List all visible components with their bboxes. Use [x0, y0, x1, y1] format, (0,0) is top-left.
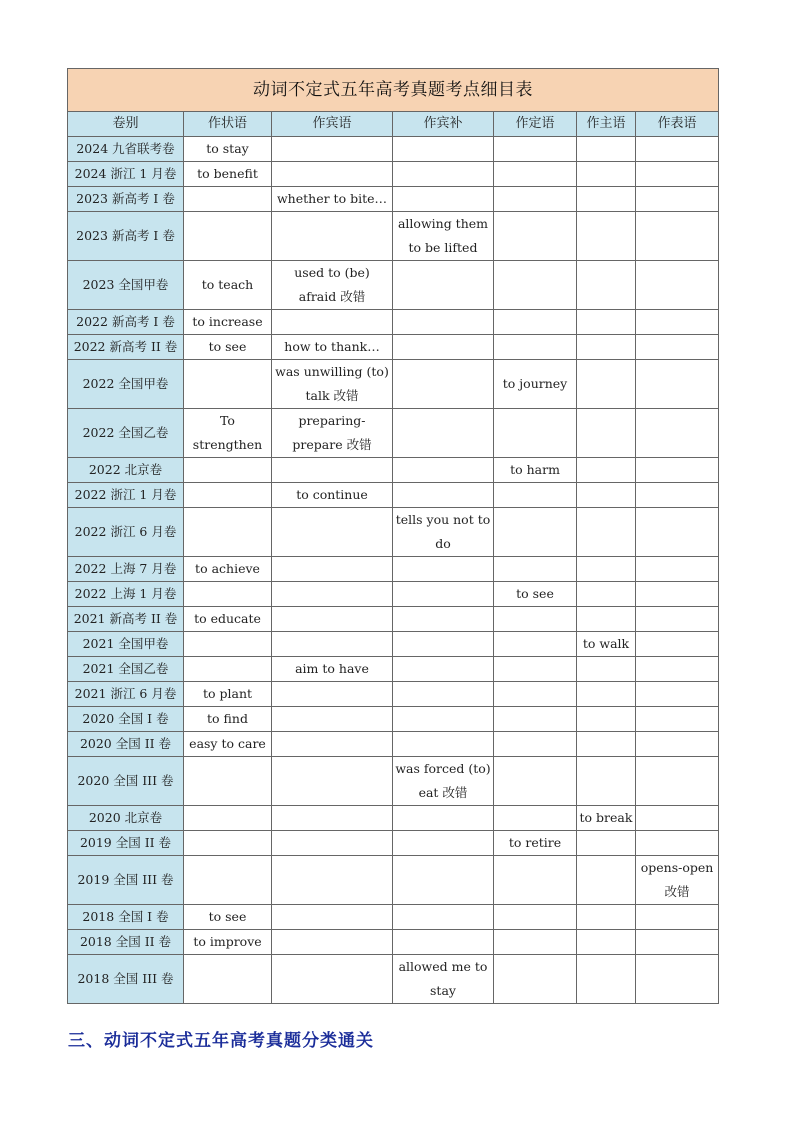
exam-paper-cell: 2019 全国 III 卷 — [68, 856, 184, 905]
table-cell — [272, 557, 393, 582]
table-cell — [636, 212, 719, 261]
exam-paper-cell: 2023 全国甲卷 — [68, 261, 184, 310]
exam-paper-cell: 2018 全国 I 卷 — [68, 905, 184, 930]
table-cell: to continue — [272, 483, 393, 508]
table-row — [68, 732, 719, 757]
table-cell — [577, 930, 636, 955]
table-cell — [494, 732, 577, 757]
table-cell — [393, 856, 494, 905]
table-row — [68, 557, 719, 582]
table-cell — [184, 187, 272, 212]
table-cell — [494, 955, 577, 1004]
table-row — [68, 757, 719, 806]
column-header: 作主语 — [577, 112, 636, 137]
table-cell — [577, 557, 636, 582]
exam-paper-cell: 2022 全国乙卷 — [68, 409, 184, 458]
table-cell — [636, 607, 719, 632]
exam-paper-cell: 2020 北京卷 — [68, 806, 184, 831]
table-cell: tells you not to do — [393, 508, 494, 557]
table-cell — [494, 632, 577, 657]
table-cell — [636, 335, 719, 360]
table-cell — [636, 360, 719, 409]
table-cell — [636, 187, 719, 212]
table-cell — [577, 137, 636, 162]
table-cell: to educate — [184, 607, 272, 632]
table-cell — [636, 458, 719, 483]
table-row — [68, 682, 719, 707]
table-cell — [494, 137, 577, 162]
table-row — [68, 707, 719, 732]
table-cell — [184, 955, 272, 1004]
table-cell — [494, 162, 577, 187]
table-cell — [272, 682, 393, 707]
table-cell — [393, 137, 494, 162]
table-cell: allowed me to stay — [393, 955, 494, 1004]
table-cell — [272, 458, 393, 483]
table-cell — [577, 483, 636, 508]
table-row — [68, 831, 719, 856]
column-header: 作宾补 — [393, 112, 494, 137]
exam-paper-cell: 2020 全国 II 卷 — [68, 732, 184, 757]
table-cell — [184, 458, 272, 483]
table-cell — [393, 483, 494, 508]
exam-paper-cell: 2022 上海 7 月卷 — [68, 557, 184, 582]
table-cell — [184, 657, 272, 682]
table-cell — [494, 856, 577, 905]
table-cell — [636, 261, 719, 310]
table-cell — [494, 905, 577, 930]
table-cell — [184, 831, 272, 856]
table-cell — [636, 732, 719, 757]
table-cell: was forced (to) eat 改错 — [393, 757, 494, 806]
table-cell — [393, 707, 494, 732]
table-row — [68, 508, 719, 557]
table-cell — [636, 137, 719, 162]
table-cell — [494, 261, 577, 310]
exam-paper-cell: 2021 新高考 II 卷 — [68, 607, 184, 632]
table-cell — [494, 310, 577, 335]
table-cell — [272, 162, 393, 187]
table-row — [68, 607, 719, 632]
table-cell — [577, 582, 636, 607]
exam-paper-cell: 2022 新高考 II 卷 — [68, 335, 184, 360]
table-cell: to stay — [184, 137, 272, 162]
table-cell — [577, 856, 636, 905]
table-cell — [272, 632, 393, 657]
table-cell — [393, 930, 494, 955]
table-cell — [636, 955, 719, 1004]
table-cell — [272, 806, 393, 831]
table-cell — [184, 508, 272, 557]
table-cell — [272, 508, 393, 557]
table-row — [68, 261, 719, 310]
table-cell — [272, 707, 393, 732]
table-cell: opens-open 改错 — [636, 856, 719, 905]
table-row — [68, 409, 719, 458]
table-cell — [577, 212, 636, 261]
table-cell — [577, 757, 636, 806]
exam-paper-cell: 2022 新高考 I 卷 — [68, 310, 184, 335]
table-cell — [636, 905, 719, 930]
table-cell — [272, 831, 393, 856]
table-cell — [184, 212, 272, 261]
column-header: 作定语 — [494, 112, 577, 137]
exam-paper-cell: 2022 浙江 1 月卷 — [68, 483, 184, 508]
exam-paper-cell: 2021 全国乙卷 — [68, 657, 184, 682]
table-cell — [393, 632, 494, 657]
table-cell — [636, 162, 719, 187]
table-cell: allowing them to be lifted — [393, 212, 494, 261]
table-cell — [494, 757, 577, 806]
table-cell — [577, 261, 636, 310]
table-cell: To strengthen — [184, 409, 272, 458]
table-cell — [393, 261, 494, 310]
table-cell — [636, 409, 719, 458]
table-cell: to increase — [184, 310, 272, 335]
table-cell — [184, 582, 272, 607]
table-cell — [393, 360, 494, 409]
table-cell — [577, 508, 636, 557]
table-cell — [636, 657, 719, 682]
table-row — [68, 955, 719, 1004]
table-cell — [184, 483, 272, 508]
table-cell — [393, 187, 494, 212]
table-cell — [393, 905, 494, 930]
table-cell — [577, 335, 636, 360]
table-cell: preparing-prepare 改错 — [272, 409, 393, 458]
table-cell — [272, 856, 393, 905]
table-cell — [272, 137, 393, 162]
table-cell — [393, 607, 494, 632]
exam-paper-cell: 2021 浙江 6 月卷 — [68, 682, 184, 707]
exam-paper-cell: 2022 全国甲卷 — [68, 360, 184, 409]
table-cell — [636, 831, 719, 856]
table-cell — [494, 409, 577, 458]
exam-paper-cell: 2018 全国 II 卷 — [68, 930, 184, 955]
table-cell — [272, 582, 393, 607]
table-cell: to see — [494, 582, 577, 607]
exam-paper-cell: 2018 全国 III 卷 — [68, 955, 184, 1004]
table-cell — [184, 632, 272, 657]
table-cell — [393, 831, 494, 856]
table-row — [68, 632, 719, 657]
table-cell — [393, 409, 494, 458]
table-cell: to see — [184, 905, 272, 930]
table-cell — [577, 732, 636, 757]
table-cell — [494, 187, 577, 212]
table-cell: to benefit — [184, 162, 272, 187]
table-cell — [272, 732, 393, 757]
table-row — [68, 582, 719, 607]
table-cell — [636, 310, 719, 335]
table-row — [68, 212, 719, 261]
table-cell — [577, 831, 636, 856]
table-row — [68, 458, 719, 483]
table-row — [68, 360, 719, 409]
table-row — [68, 483, 719, 508]
table-cell — [577, 310, 636, 335]
table-cell — [577, 657, 636, 682]
header-row — [68, 112, 719, 137]
table-cell — [272, 212, 393, 261]
table-row — [68, 137, 719, 162]
table-cell — [494, 657, 577, 682]
table-cell — [393, 310, 494, 335]
table-cell — [494, 335, 577, 360]
table-cell: to see — [184, 335, 272, 360]
exam-paper-cell: 2022 浙江 6 月卷 — [68, 508, 184, 557]
table-cell — [494, 483, 577, 508]
table-row — [68, 310, 719, 335]
table-cell: to walk — [577, 632, 636, 657]
table-row — [68, 187, 719, 212]
table-cell — [577, 607, 636, 632]
table-cell: was unwilling (to) talk 改错 — [272, 360, 393, 409]
table-cell — [636, 508, 719, 557]
table-cell: to achieve — [184, 557, 272, 582]
table-cell — [494, 212, 577, 261]
table-cell: used to (be) afraid 改错 — [272, 261, 393, 310]
table-cell — [393, 557, 494, 582]
table-cell: to find — [184, 707, 272, 732]
table-cell — [184, 757, 272, 806]
table-cell — [577, 409, 636, 458]
table-cell — [636, 682, 719, 707]
table-cell — [272, 930, 393, 955]
table-cell — [636, 930, 719, 955]
table-cell — [636, 707, 719, 732]
exam-paper-cell: 2024 九省联考卷 — [68, 137, 184, 162]
table-cell: to harm — [494, 458, 577, 483]
table-cell — [184, 360, 272, 409]
table-title: 动词不定式五年高考真题考点细目表 — [68, 69, 719, 112]
table-cell — [577, 682, 636, 707]
column-header: 卷别 — [68, 112, 184, 137]
exam-paper-cell: 2022 北京卷 — [68, 458, 184, 483]
table-cell: to retire — [494, 831, 577, 856]
table-cell — [636, 757, 719, 806]
exam-paper-cell: 2022 上海 1 月卷 — [68, 582, 184, 607]
table-cell — [577, 360, 636, 409]
table-cell — [393, 162, 494, 187]
table-cell — [393, 657, 494, 682]
table-cell: easy to care — [184, 732, 272, 757]
table-row — [68, 335, 719, 360]
table-cell: whether to bite… — [272, 187, 393, 212]
exam-paper-cell: 2023 新高考 I 卷 — [68, 187, 184, 212]
exam-paper-cell: 2019 全国 II 卷 — [68, 831, 184, 856]
table-cell — [636, 557, 719, 582]
table-cell — [494, 557, 577, 582]
table-cell — [184, 856, 272, 905]
table-cell — [494, 806, 577, 831]
column-header: 作宾语 — [272, 112, 393, 137]
table-cell: to improve — [184, 930, 272, 955]
table-row — [68, 806, 719, 831]
table-row — [68, 930, 719, 955]
table-cell — [577, 707, 636, 732]
table-cell — [272, 955, 393, 1004]
table-cell — [494, 930, 577, 955]
exam-paper-cell: 2021 全国甲卷 — [68, 632, 184, 657]
exam-paper-cell: 2020 全国 I 卷 — [68, 707, 184, 732]
table-cell — [577, 905, 636, 930]
exam-paper-cell: 2023 新高考 I 卷 — [68, 212, 184, 261]
column-header: 作表语 — [636, 112, 719, 137]
table-cell — [272, 757, 393, 806]
table-cell — [494, 682, 577, 707]
table-cell — [636, 483, 719, 508]
table-cell: to journey — [494, 360, 577, 409]
exam-paper-cell: 2024 浙江 1 月卷 — [68, 162, 184, 187]
table-cell: to break — [577, 806, 636, 831]
table-cell — [636, 582, 719, 607]
table-cell — [393, 806, 494, 831]
table-row — [68, 905, 719, 930]
table-row — [68, 856, 719, 905]
table-cell — [393, 458, 494, 483]
exam-paper-cell: 2020 全国 III 卷 — [68, 757, 184, 806]
table-row — [68, 162, 719, 187]
table-cell — [393, 335, 494, 360]
column-header: 作状语 — [184, 112, 272, 137]
table-cell — [393, 682, 494, 707]
section-heading: 三、动词不定式五年高考真题分类通关 — [68, 1031, 374, 1051]
table-cell — [393, 732, 494, 757]
table-cell — [636, 806, 719, 831]
table-row — [68, 657, 719, 682]
table-cell — [393, 582, 494, 607]
table-cell — [272, 905, 393, 930]
table-cell — [272, 310, 393, 335]
table-cell — [577, 162, 636, 187]
table-cell — [636, 632, 719, 657]
table-cell — [184, 806, 272, 831]
table-cell: aim to have — [272, 657, 393, 682]
table-cell — [494, 607, 577, 632]
table-cell — [272, 607, 393, 632]
table-cell — [577, 187, 636, 212]
table-cell — [494, 508, 577, 557]
table-cell — [577, 458, 636, 483]
table-cell: to teach — [184, 261, 272, 310]
exam-points-table — [67, 68, 719, 1004]
table-cell: how to thank… — [272, 335, 393, 360]
table-cell — [494, 707, 577, 732]
table-cell — [577, 955, 636, 1004]
table-cell: to plant — [184, 682, 272, 707]
